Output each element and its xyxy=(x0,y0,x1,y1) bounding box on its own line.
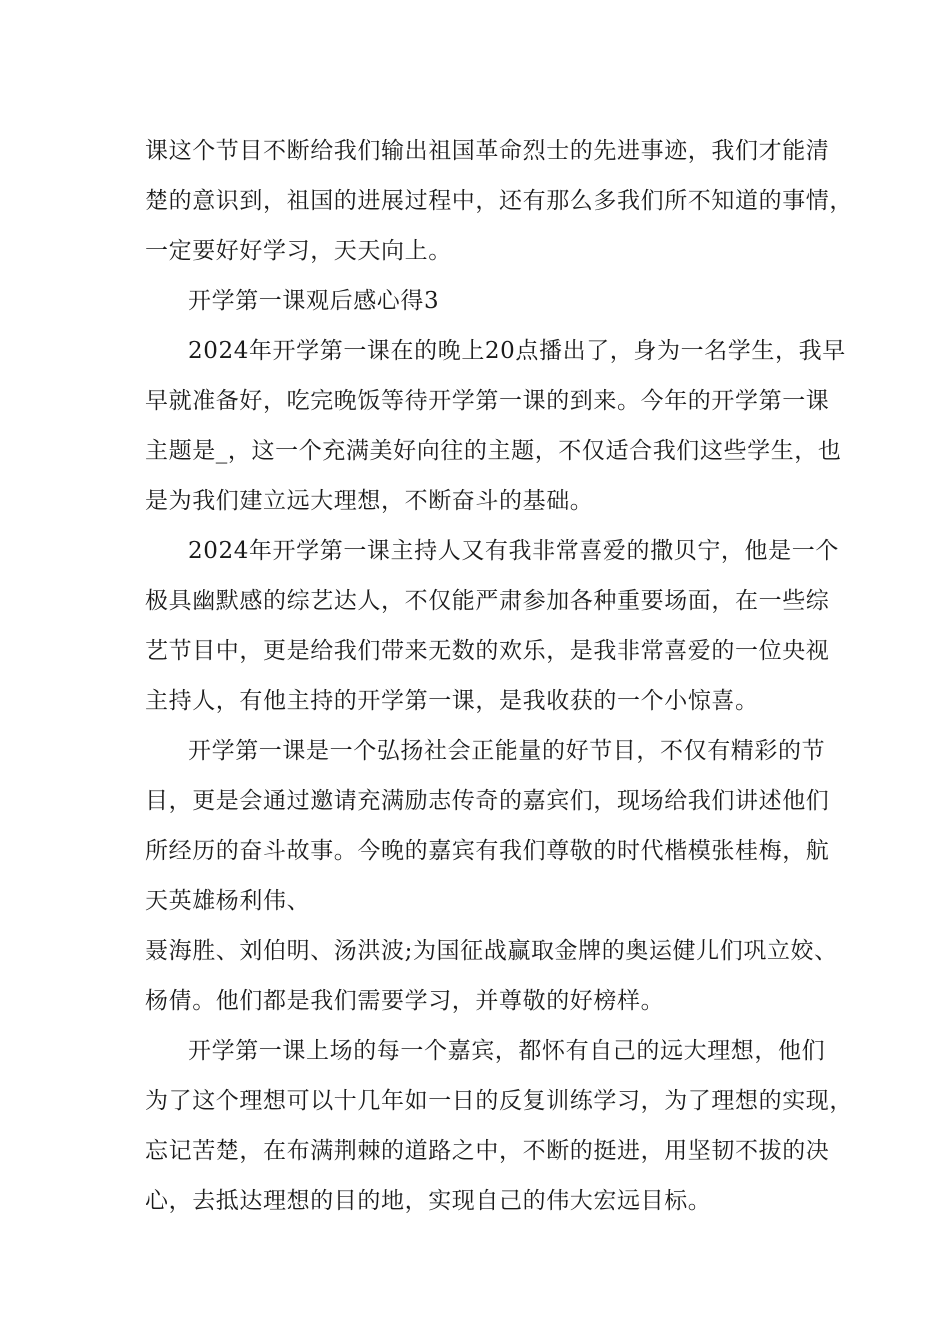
text-line: 极具幽默感的综艺达人，不仅能严肃参加各种重要场面，在一些综 xyxy=(145,588,830,614)
text-line: 忘记苦楚，在布满荆棘的道路之中，不断的挺进，用坚韧不拔的决 xyxy=(145,1138,830,1164)
text-line: 是为我们建立远大理想，不断奋斗的基础。 xyxy=(145,488,594,514)
text-line: 课这个节目不断给我们输出祖国革命烈士的先进事迹，我们才能清 xyxy=(145,138,830,164)
text-line: 天英雄杨利伟、 xyxy=(145,888,311,914)
text-line: 2024年开学第一课主持人又有我非常喜爱的撒贝宁，他是一个 xyxy=(188,538,839,564)
text-line: 早就准备好，吃完晚饭等待开学第一课的到来。今年的开学第一课 xyxy=(145,388,830,414)
text-line: 2024年开学第一课在的晚上20点播出了，身为一名学生，我早 xyxy=(188,338,846,364)
text-line: 艺节目中，更是给我们带来无数的欢乐，是我非常喜爱的一位央视 xyxy=(145,638,830,664)
text-line: 聂海胜、刘伯明、汤洪波;为国征战赢取金牌的奥运健儿们巩立姣、 xyxy=(145,938,838,964)
text-line: 一定要好好学习，天天向上。 xyxy=(145,238,452,264)
text-line: 目，更是会通过邀请充满励志传奇的嘉宾们，现场给我们讲述他们 xyxy=(145,788,830,814)
text-line: 开学第一课上场的每一个嘉宾，都怀有自己的远大理想，他们 xyxy=(188,1038,826,1064)
text-line: 主题是_，这一个充满美好向往的主题，不仅适合我们这些学生，也 xyxy=(145,438,842,464)
text-line: 为了这个理想可以十几年如一日的反复训练学习，为了理想的实现， xyxy=(145,1088,853,1114)
text-line: 主持人，有他主持的开学第一课，是我收获的一个小惊喜。 xyxy=(145,688,759,714)
text-line: 心，去抵达理想的目的地，实现自己的伟大宏远目标。 xyxy=(145,1188,712,1214)
text-line: 杨倩。他们都是我们需要学习，并尊敬的好榜样。 xyxy=(145,988,665,1014)
text-line: 开学第一课是一个弘扬社会正能量的好节目，不仅有精彩的节 xyxy=(188,738,826,764)
section-heading: 开学第一课观后感心得3 xyxy=(188,288,440,314)
text-line: 楚的意识到，祖国的进展过程中，还有那么多我们所不知道的事情， xyxy=(145,188,853,214)
text-line: 所经历的奋斗故事。今晚的嘉宾有我们尊敬的时代楷模张桂梅，航 xyxy=(145,838,830,864)
